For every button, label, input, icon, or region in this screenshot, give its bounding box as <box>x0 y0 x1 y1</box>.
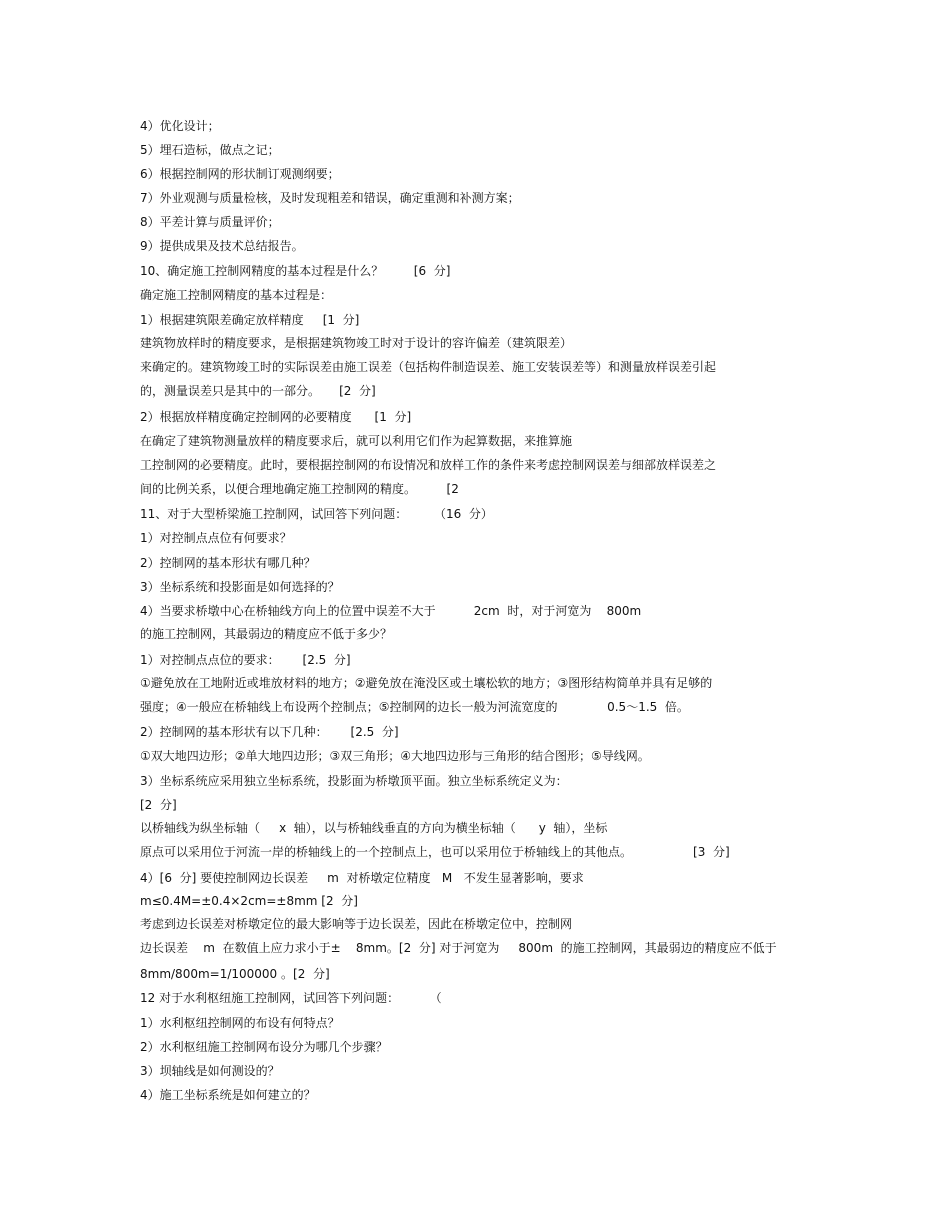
text-line: 考虑到边长误差对桥墩定位的最大影响等于边长误差，因此在桥墩定位中，控制网 <box>140 917 573 931</box>
text-line: 3）坝轴线是如何测设的？ <box>140 1064 280 1078</box>
text-line: 2）水利枢纽施工控制网布设分为哪几个步骤？ <box>140 1040 388 1054</box>
text-line: 5）埋石造标，做点之记； <box>140 143 280 157</box>
text-line: 6）根据控制网的形状制订观测纲要； <box>140 167 340 181</box>
text-line: 3）坐标系统和投影面是如何选择的？ <box>140 580 340 594</box>
question-heading: 11、对于大型桥梁施工控制网，试回答下列问题： （16 分） <box>140 507 493 521</box>
text-line: ①双大地四边形；②单大地四边形；③双三角形；④大地四边形与三角形的结合图形；⑤导线网。 <box>140 749 650 763</box>
text-line: 边长误差 m 在数值上应力求小于± 8mm。[2 分] 对于河宽为 800m 的施工控制网，其最弱边的精度应不低于 <box>140 941 777 955</box>
text-line: ①避免放在工地附近或堆放材料的地方；②避免放在淹没区或土壤松软的地方；③图形结构简单并具有足够的 <box>140 676 713 690</box>
text-line: 4）优化设计； <box>140 119 220 133</box>
text-line: 8）平差计算与质量评价； <box>140 215 280 229</box>
question-heading: 12 对于水利枢纽施工控制网，试回答下列问题： （ <box>140 991 442 1005</box>
text-line: 2）控制网的基本形状有哪几种？ <box>140 556 316 570</box>
text-line: 1）对控制点点位有何要求？ <box>140 531 292 545</box>
text-line: 强度；④一般应在桥轴线上布设两个控制点；⑤控制网的边长一般为河流宽度的 0.5～1.5 倍。 <box>140 700 689 714</box>
text-line: 4）施工坐标系统是如何建立的？ <box>140 1088 316 1102</box>
text-line: 的，测量误差只是其中的一部分。 [2 分] <box>140 384 376 398</box>
text-line: m≤0.4M=±0.4×2cm=±8mm [2 分] <box>140 894 358 908</box>
text-line: 2）根据放样精度确定控制网的必要精度 [1 分] <box>140 410 412 424</box>
text-line: 4）[6 分] 要使控制网边长误差 m 对桥墩定位精度 M 不发生显著影响，要求 <box>140 871 584 885</box>
text-line: 8mm/800m=1/100000 。[2 分] <box>140 967 330 981</box>
text-line: 9）提供成果及技术总结报告。 <box>140 239 304 253</box>
text-line: 1）水利枢纽控制网的布设有何特点？ <box>140 1016 340 1030</box>
text-line: 以桥轴线为纵坐标轴（ x 轴），以与桥轴线垂直的方向为横坐标轴（ y 轴），坐标 <box>140 821 608 835</box>
text-line: 来确定的。建筑物竣工时的实际误差由施工误差（包括构件制造误差、施工安装误差等）和测量放样误差引起 <box>140 360 717 374</box>
text-line: 4）当要求桥墩中心在桥轴线方向上的位置中误差不大于 2cm 时，对于河宽为 800m <box>140 604 642 618</box>
text-line: 工控制网的必要精度。此时，要根据控制网的布设情况和放样工作的条件来考虑控制网误差与细部放样误差之 <box>140 458 717 472</box>
text-line: 原点可以采用位于河流一岸的桥轴线上的一个控制点上，也可以采用位于桥轴线上的其他点。 [3 分] <box>140 845 730 859</box>
text-line: 3）坐标系统应采用独立坐标系统，投影面为桥墩顶平面。独立坐标系统定义为： <box>140 774 568 788</box>
text-line: 建筑物放样时的精度要求，是根据建筑物竣工时对于设计的容许偏差（建筑限差） <box>140 336 573 350</box>
text-line: 间的比例关系，以便合理地确定施工控制网的精度。 [2 <box>140 482 459 496</box>
text-line: 在确定了建筑物测量放样的精度要求后，就可以利用它们作为起算数据，来推算施 <box>140 434 573 448</box>
text-line: [2 分] <box>140 798 177 812</box>
text-line: 1）根据建筑限差确定放样精度 [1 分] <box>140 313 360 327</box>
text-line: 1）对控制点点位的要求： [2.5 分] <box>140 653 351 667</box>
text-line: 7）外业观测与质量检核，及时发现粗差和错误，确定重测和补测方案； <box>140 191 520 205</box>
text-line: 的施工控制网，其最弱边的精度应不低于多少？ <box>140 627 393 641</box>
question-heading: 10、确定施工控制网精度的基本过程是什么？ [6 分] <box>140 264 451 278</box>
text-line: 确定施工控制网精度的基本过程是： <box>140 288 333 302</box>
text-line: 2）控制网的基本形状有以下几种： [2.5 分] <box>140 725 399 739</box>
